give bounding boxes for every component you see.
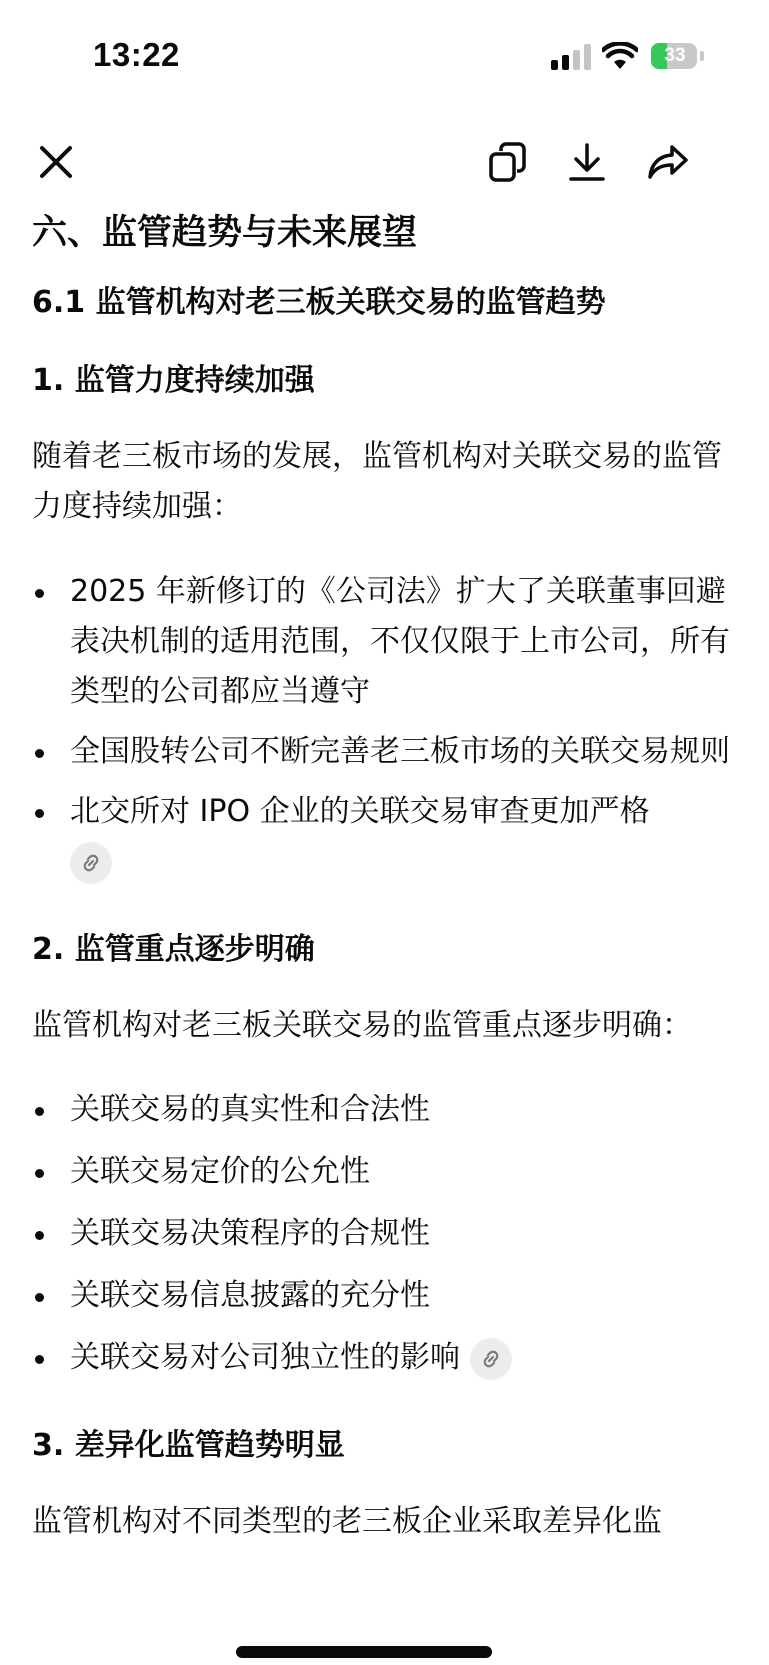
close-icon: [36, 142, 76, 182]
sec3-intro: 监管机构对不同类型的老三板企业采取差异化监: [32, 1504, 662, 1539]
document-content: [32, 200, 732, 1547]
list-item: 关联交易信息披露的充分性: [32, 1271, 732, 1321]
sec2-list: [32, 1085, 732, 1383]
share-icon: [646, 141, 690, 183]
status-bar: [0, 0, 769, 110]
sec2-title: 2. 监管重点逐步明确: [32, 932, 315, 967]
sec2-intro: 监管机构对老三板关联交易的监管重点逐步明确：: [32, 1008, 692, 1043]
subsection-heading: 6.1 监管机构对老三板关联交易的监管趋势: [32, 285, 606, 320]
list-item: 全国股转公司不断完善老三板市场的关联交易规则: [32, 727, 732, 777]
copy-icon: [487, 141, 529, 183]
home-indicator[interactable]: [236, 1646, 492, 1658]
list-item: 关联交易对公司独立性的影响: [32, 1333, 732, 1383]
close-button[interactable]: [30, 136, 82, 188]
toolbar: [0, 120, 769, 200]
link-icon: [79, 851, 103, 875]
link-icon: [479, 1347, 503, 1371]
list-item: 2025 年新修订的《公司法》扩大了关联董事回避表决机制的适用范围，不仅仅限于上市公司，所有类型的公司都应当遵守: [32, 567, 732, 717]
list-item: 北交所对 IPO 企业的关联交易审查更加严格: [32, 787, 732, 887]
source-link-button[interactable]: [470, 1338, 512, 1380]
cellular-signal-icon: [551, 44, 591, 70]
sec1-intro: 随着老三板市场的发展，监管机构对关联交易的监管力度持续加强：: [32, 439, 722, 524]
list-item: 关联交易决策程序的合规性: [32, 1209, 732, 1259]
source-link-button[interactable]: [70, 842, 112, 884]
download-button[interactable]: [561, 136, 613, 188]
share-button[interactable]: [642, 136, 694, 188]
list-item: 关联交易定价的公允性: [32, 1147, 732, 1197]
sec1-list: [32, 567, 732, 887]
copy-button[interactable]: [482, 136, 534, 188]
battery-level: 33: [664, 45, 686, 66]
download-icon: [566, 141, 608, 183]
wifi-icon: [602, 42, 638, 70]
sec1-title: 1. 监管力度持续加强: [32, 363, 315, 398]
list-item: 关联交易的真实性和合法性: [32, 1085, 732, 1135]
section-heading: 六、监管趋势与未来展望: [32, 213, 418, 253]
sec3-title: 3. 差异化监管趋势明显: [32, 1428, 345, 1463]
status-time: 13:22: [93, 36, 180, 73]
